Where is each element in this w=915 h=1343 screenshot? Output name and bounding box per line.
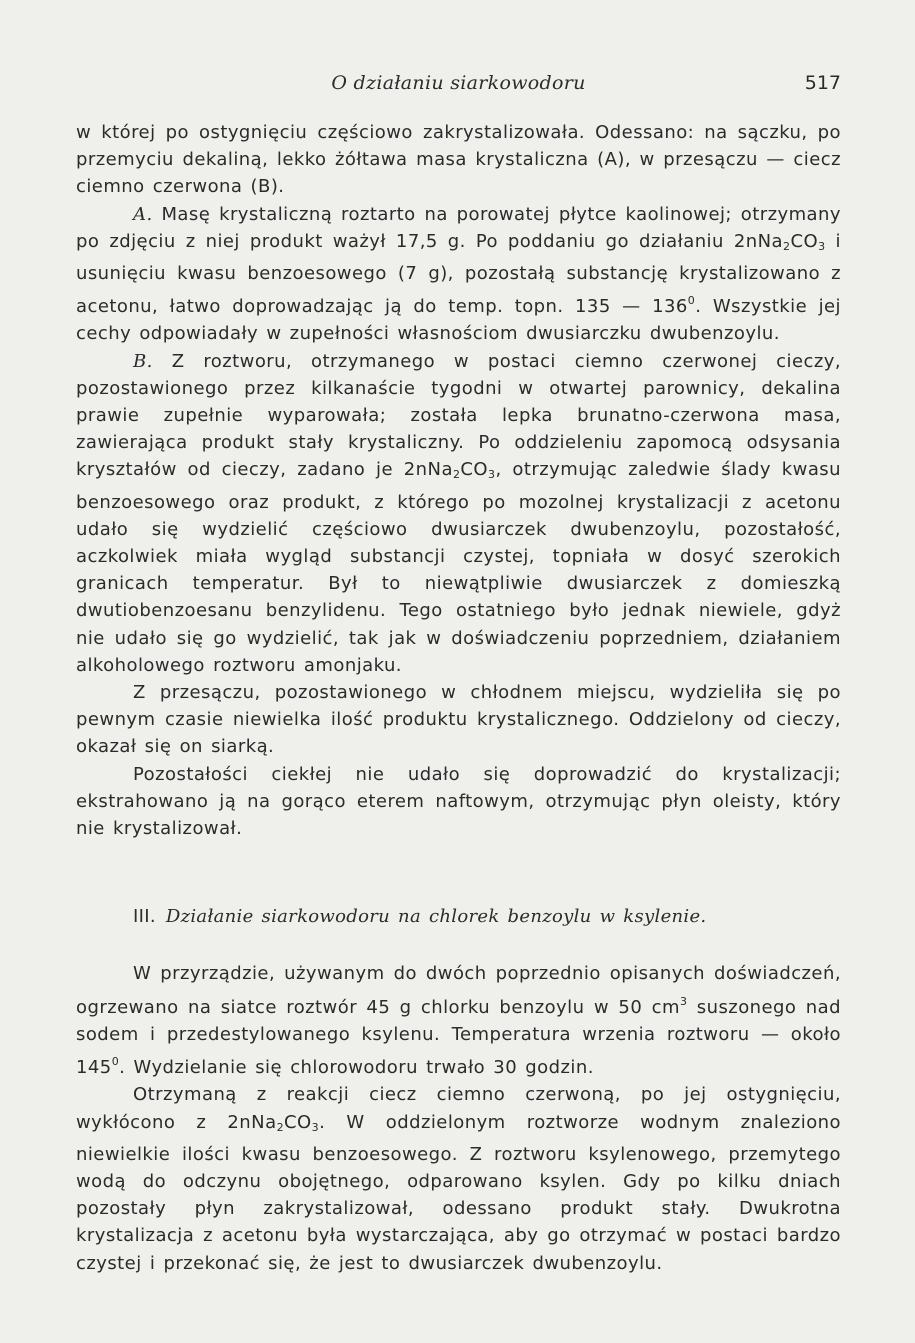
running-title: O działaniu siarkowodoru xyxy=(331,72,586,94)
paragraph-3-text: Z roztworu, otrzymanego w postaci ciemno czerwonej cieczy, pozostawionego przez kilkanaście tygodni w otwartej parownicy, dekalina prawie zupełnie wyparowała; została lepka brunatno-czerwona masa, zawierająca produkt stały krystaliczny. Po oddzieleniu zapomocą odsysania kryształów od cieczy, zadano je 2nNa xyxy=(76,350,841,481)
paragraph-1: w której po ostygnięciu częściowo zakrystalizowała. Odessano: na sączku, po przemyciu dekaliną, lekko żółtawa masa krystaliczna (A), w przesączu — ciecz ciemno czerwona (B). xyxy=(76,122,841,198)
page-number: 517 xyxy=(804,72,841,94)
paragraph-7 xyxy=(76,1081,841,1276)
degree-superscript: 0 xyxy=(687,294,696,308)
paragraph-6-text: suszonego nad sodem i przedestylowanego ksylenu. Temperatura wrzenia roztworu — około 145 xyxy=(76,996,841,1079)
subscript: 3 xyxy=(818,239,826,253)
paragraph-5: Pozostałości ciekłej nie udało się doprowadzić do krystalizacji; ekstrahowano ją na gorąco eterem naftowym, otrzymując płyn oleisty, który nie krystalizował. xyxy=(76,763,841,840)
subscript: 2 xyxy=(783,239,791,253)
paragraph-6 xyxy=(76,960,841,1081)
body-text xyxy=(76,119,841,1277)
paragraph-2-text: . Wszystkie jej cechy odpowiadały w zupełności własnościom dwusiarczku dwubenzoylu. xyxy=(76,296,841,345)
paragraph-3 xyxy=(76,348,841,679)
superscript: 3 xyxy=(679,994,688,1008)
section-heading xyxy=(76,903,841,930)
paragraph-2 xyxy=(76,201,841,348)
subscript: 2 xyxy=(276,1120,285,1134)
paragraph-6-text: W przyrządzie, używanym do dwóch poprzednio opisanych doświadczeń, ogrzewano na siatce roztwór 45 g chlorku benzoylu w 50 cm xyxy=(76,963,841,1018)
subscript: 3 xyxy=(488,468,496,482)
page-header xyxy=(76,68,841,104)
paragraph-7-text: . W oddzielonym roztworze wodnym znaleziono niewielkie ilości kwasu benzoesowego. Z roztworu ksylenowego, przemytego wodą do odczynu obojętnego, odparowano ksylen. Gdy po kilku dniach pozostały płyn zakrystalizował, odessano produkt stały. Dwukrotna krystalizacja z acetonu była wystarczająca, aby go otrzymać w postaci bardzo czystej i przekonać się, że jest to dwusiarczek dwubenzoylu. xyxy=(76,1111,841,1274)
paragraph-7-text: Otrzymaną z reakcji ciecz ciemno czerwoną, po jej ostygnięciu, wykłócono z 2nNa xyxy=(76,1084,841,1133)
paragraph-label-a: A. xyxy=(133,203,153,225)
section-number: III. xyxy=(133,906,156,928)
formula-part: CO xyxy=(790,230,819,252)
paragraph-2-text: Masę krystaliczną roztarto na porowatej płytce kaolinowej; otrzymany po zdjęciu z niej produkt ważył 17,5 g. Po poddaniu go działaniu 2nNa xyxy=(76,203,841,252)
section-title: Działanie siarkowodoru na chlorek benzoylu w ksylenie. xyxy=(165,906,707,928)
formula-part: CO xyxy=(284,1111,312,1133)
paragraph-2-text: i usunięciu kwasu benzoesowego (7 g), pozostałą substancję krystalizowano z acetonu, łatwo doprowadzając ją do temp. topn. 135 — 136 xyxy=(76,230,841,318)
paragraph-3-text: , otrzymując zaledwie ślady kwasu benzoesowego oraz produkt, z którego po mozolnej krystalizacji z acetonu udało się wydzielić częściowo dwusiarczek dwubenzoylu, pozostałość, aczkolwiek miała wygląd substancji czystej, topniała w dosyć szerokich granicach temperatur. Był to niewątpliwie dwusiarczek z domieszką dwutiobenzoesanu benzylidenu. Tego ostatniego było jednak niewiele, gdyż nie udało się go wydzielić, tak jak w doświadczeniu poprzedniem, działaniem alkoholowego roztworu amonjaku. xyxy=(76,459,841,676)
formula-part: CO xyxy=(460,459,489,481)
paragraph-label-b: B. xyxy=(133,350,153,372)
paragraph-6-text: . Wydzielanie się chlorowodoru trwało 30 godzin. xyxy=(119,1057,594,1079)
degree-superscript: 0 xyxy=(111,1055,120,1069)
paragraph-4: Z przesączu, pozostawionego w chłodnem miejscu, wydzieliła się po pewnym czasie niewielka ilość produktu krystalicznego. Oddzielony od cieczy, okazał się on siarką. xyxy=(76,682,841,758)
subscript: 2 xyxy=(452,468,461,482)
subscript: 3 xyxy=(311,1120,320,1134)
